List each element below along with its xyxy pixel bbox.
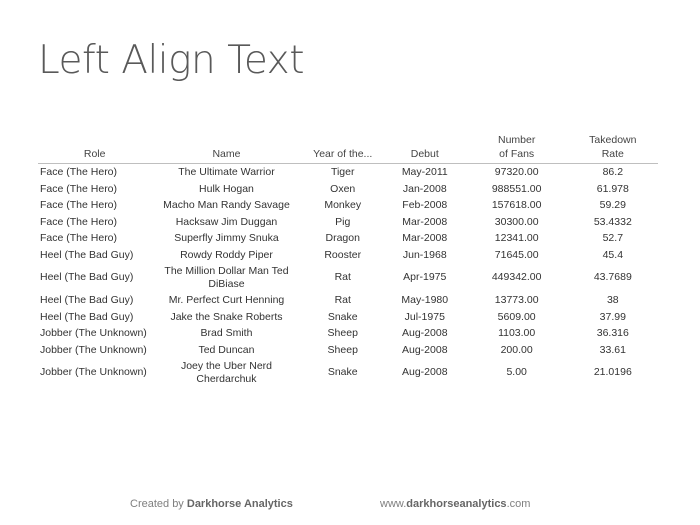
footer-site-brand: darkhorseanalytics [406, 498, 507, 510]
cell-year: Rat [334, 294, 351, 306]
cell-year: Tiger [330, 166, 355, 178]
header-rate [568, 133, 658, 164]
table-row [38, 309, 658, 326]
cell-role: Face (The Hero) [40, 215, 118, 228]
cell-debut: Jan-2008 [402, 182, 447, 195]
cell-debut: May-1980 [401, 294, 449, 306]
table-row [38, 263, 658, 292]
header-debut: Debut [384, 133, 466, 164]
cell-rate: 38 [606, 294, 619, 306]
cell-name: The Million Dollar Man Ted DiBiase [164, 265, 289, 290]
cell-name: Mr. Perfect Curt Henning [168, 294, 285, 306]
cell-year: Sheep [327, 327, 358, 339]
cell-rate: 36.316 [596, 327, 629, 339]
header-fans [466, 133, 568, 164]
cell-debut: Aug-2008 [402, 327, 448, 339]
table-row [38, 247, 658, 264]
cell-year: Dragon [325, 232, 360, 244]
cell-fans: 5.00 [506, 366, 527, 379]
cell-fans: 449342.00 [491, 271, 542, 284]
cell-role: Jobber (The Unknown) [40, 327, 147, 339]
cell-role: Heel (The Bad Guy) [40, 271, 134, 284]
cell-fans: 97320.00 [494, 166, 539, 178]
cell-debut: Jul-1975 [404, 310, 445, 323]
cell-role: Heel (The Bad Guy) [40, 248, 134, 261]
footer-site-suffix: .com [506, 498, 531, 510]
cell-rate: 86.2 [602, 166, 624, 178]
cell-rate: 33.61 [599, 343, 626, 356]
cell-fans: 71645.00 [494, 248, 539, 261]
cell-name: Joey the Uber Nerd Cherdarchuk [180, 360, 272, 385]
cell-fans: 13773.00 [494, 294, 539, 306]
table-header-row [38, 133, 658, 164]
cell-debut: Mar-2008 [402, 232, 448, 244]
footer-credit-brand: Darkhorse Analytics [186, 498, 293, 510]
table-row [38, 164, 658, 181]
cell-debut: Aug-2008 [402, 366, 448, 379]
header-year: Year of the... [302, 133, 384, 164]
cell-debut: Mar-2008 [402, 215, 448, 228]
cell-name: Superfly Jimmy Snuka [174, 232, 279, 244]
cell-rate: 45.4 [602, 248, 624, 261]
cell-rate: 61.978 [596, 182, 629, 195]
cell-role: Face (The Hero) [40, 182, 118, 195]
cell-role: Face (The Hero) [40, 232, 118, 244]
header-fans-line2: of Fans [499, 148, 535, 160]
cell-debut: Jun-1968 [402, 248, 447, 261]
cell-fans: 157618.00 [491, 199, 542, 211]
cell-name: Hulk Hogan [199, 182, 254, 195]
cell-year: Monkey [324, 199, 362, 211]
wrestler-table [38, 133, 658, 387]
header-rate-line2: Rate [601, 148, 624, 160]
cell-rate: 52.7 [602, 232, 624, 244]
footer-website [380, 498, 530, 510]
cell-year: Oxen [330, 182, 356, 195]
header-fans-line1: Number [497, 134, 536, 146]
header-name: Name [151, 133, 301, 164]
cell-rate: 21.0196 [593, 366, 632, 379]
cell-name: Rowdy Roddy Piper [180, 248, 273, 261]
cell-fans: 12341.00 [494, 232, 539, 244]
cell-name: Ted Duncan [198, 343, 255, 356]
cell-fans: 1103.00 [498, 327, 536, 339]
cell-fans: 5609.00 [497, 310, 536, 323]
table-row [38, 358, 658, 387]
cell-role: Jobber (The Unknown) [40, 343, 147, 356]
cell-name: Hacksaw Jim Duggan [175, 215, 278, 228]
table-row [38, 214, 658, 231]
cell-year: Rat [334, 271, 351, 284]
table-row [38, 197, 658, 214]
cell-fans: 30300.00 [494, 215, 539, 228]
cell-rate: 43.7689 [593, 271, 632, 284]
footer-credit [130, 498, 293, 510]
table-row [38, 325, 658, 342]
cell-name: Jake the Snake Roberts [170, 310, 283, 323]
cell-year: Pig [335, 215, 351, 228]
cell-debut: Aug-2008 [402, 343, 448, 356]
cell-rate: 37.99 [599, 310, 626, 323]
cell-name: Macho Man Randy Savage [163, 199, 290, 211]
table-row [38, 230, 658, 247]
table-row [38, 292, 658, 309]
header-rate-line1: Takedown [589, 134, 637, 146]
cell-role: Heel (The Bad Guy) [40, 310, 134, 323]
cell-year: Rooster [324, 248, 362, 261]
header-role: Role [38, 133, 151, 164]
cell-role: Face (The Hero) [40, 166, 118, 178]
cell-debut: May-2011 [401, 166, 448, 178]
footer-credit-prefix: Created by [130, 498, 187, 510]
cell-name: Brad Smith [200, 327, 253, 339]
cell-year: Snake [327, 310, 358, 323]
cell-year: Sheep [327, 343, 358, 356]
slide-title: Left Align Text [38, 38, 305, 83]
cell-year: Snake [327, 366, 358, 379]
cell-fans: 200.00 [500, 343, 533, 356]
cell-rate: 59.29 [599, 199, 626, 211]
cell-role: Face (The Hero) [40, 199, 118, 211]
cell-rate: 53.4332 [593, 215, 632, 228]
cell-name: The Ultimate Warrior [178, 166, 275, 178]
cell-debut: Apr-1975 [403, 271, 447, 284]
table-row [38, 342, 658, 359]
table-row [38, 181, 658, 198]
cell-role: Jobber (The Unknown) [40, 366, 147, 379]
cell-role: Heel (The Bad Guy) [40, 294, 134, 306]
cell-debut: Feb-2008 [402, 199, 448, 211]
footer-site-prefix: www. [380, 498, 407, 510]
cell-fans: 988551.00 [491, 182, 542, 195]
